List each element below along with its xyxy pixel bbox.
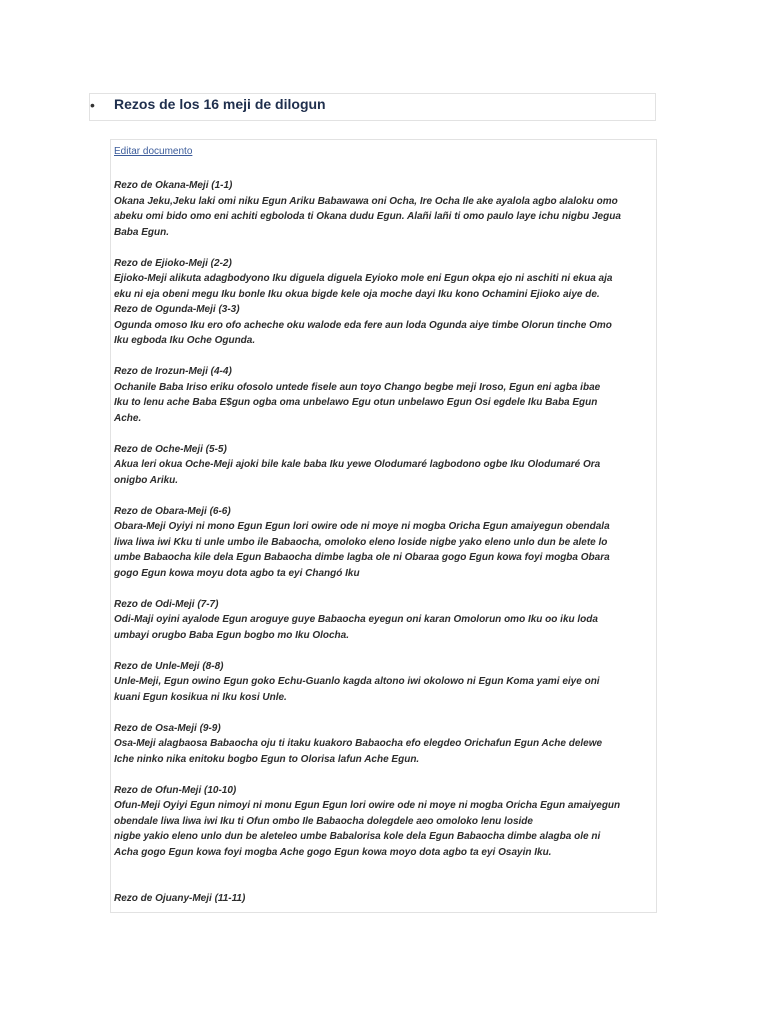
- prayer-section: [114, 721, 658, 768]
- prayer-heading: Rezo de Irozun-Meji (4-4): [114, 366, 232, 377]
- prayer-section: [114, 302, 658, 349]
- prayer-text-line: Iku to lenu ache Baba E$gun ogba oma unbelawo Egu otun unbelawo Egun Osi egdele Iku Baba Egun: [114, 397, 598, 408]
- prayer-section: [114, 659, 658, 706]
- prayer-text-line: abeku omi bido omo eni achiti egboloda ti Okana dudu Egun. Alañi lañi ti omo paulo laye ichu nigbu Jegua: [114, 211, 621, 222]
- prayer-text-line: kuani Egun kosikua ni Iku kosi Unle.: [114, 691, 287, 703]
- prayer-text-line: Ogunda omoso Iku ero ofo acheche oku walode eda fere aun loda Ogunda aiye timbe Olorun tinche Omo: [114, 319, 612, 331]
- prayer-text-line: Ache.: [114, 412, 142, 424]
- prayer-text-line: Ofun-Meji Oyiyi Egun nimoyi ni monu Egun Egun lori owire ode ni moye ni mogba Oricha Egun amaiyegun: [114, 800, 621, 811]
- prayer-heading: Rezo de Ejioko-Meji (2-2): [114, 257, 232, 269]
- prayer-text-line: Osa-Meji alagbaosa Babaocha oju ti itaku kuakoro Babaocha efo elegdeo Orichafun Egun Ache delewe: [114, 738, 603, 749]
- prayer-section: [114, 442, 658, 489]
- prayer-text-line: liwa liwa iwi Kku ti unle umbo ile Babaocha, omoloko eleno loside nigbe yako eleno unlo dun be alete lo: [114, 536, 608, 548]
- prayer-section: [114, 504, 658, 582]
- prayer-heading: Rezo de Osa-Meji (9-9): [114, 722, 221, 734]
- prayer-heading: Rezo de Ojuany-Meji (11-11): [114, 893, 246, 904]
- prayer-section: [114, 364, 658, 426]
- prayer-text-line: Unle-Meji, Egun owino Egun goko Echu-Guanlo kagda altono iwi okolowo ni Egun Koma yami eiye oni: [114, 676, 600, 687]
- prayer-text-line: Baba Egun.: [114, 226, 170, 238]
- prayer-heading: Rezo de Obara-Meji (6-6): [114, 505, 231, 517]
- prayer-heading: Rezo de Ogunda-Meji (3-3): [114, 304, 240, 315]
- prayer-section: [114, 178, 658, 240]
- prayer-text-line: obendale liwa liwa iwi Iku ti Ofun ombo Ile Babaocha dolegdele aeo omoloko lenu loside: [114, 815, 533, 827]
- page-title: Rezos de los 16 meji de dilogun: [114, 96, 326, 112]
- prayer-text-line: Iku egboda Iku Oche Ogunda.: [114, 335, 256, 346]
- prayer-heading: Rezo de Ofun-Meji (10-10): [114, 784, 237, 796]
- prayer-section: [114, 597, 658, 644]
- prayer-section: [114, 256, 658, 303]
- prayer-heading: Rezo de Odi-Meji (7-7): [114, 598, 219, 610]
- prayer-heading: Rezo de Oche-Meji (5-5): [114, 443, 227, 455]
- prayer-section: [114, 783, 658, 861]
- prayer-text-line: Ejioko-Meji alikuta adagbodyono Iku diguela diguela Eyioko mole eni Egun okpa ejo ni aschiti ni ekua aja: [114, 273, 613, 284]
- document-content: [110, 139, 657, 913]
- prayer-heading: Rezo de Unle-Meji (8-8): [114, 660, 224, 672]
- prayer-text-line: Acha gogo Egun kowa foyi mogba Ache gogo Egun kowa moyo dota agbo ta eyi Osayin Iku.: [114, 846, 552, 858]
- prayer-text-line: Odi-Maji oyini ayalode Egun aroguye guye Babaocha eyegun oni karan Omolorun omo Iku oo iku loda: [114, 614, 598, 625]
- prayer-text-line: nigbe yakio eleno unlo dun be aleteleo umbe Babalorisa kole dela Egun Babaocha dimbe alagba ole ni: [114, 831, 601, 842]
- edit-document-link[interactable]: Editar documento: [114, 146, 193, 157]
- prayer-text-line: onigbo Ariku.: [114, 474, 179, 486]
- prayer-text-line: eku ni eja obeni megu Iku bonle Iku okua bigde kele oja moche dayi Iku kono Ochamini Ejioko aiye de.: [114, 288, 600, 300]
- bullet-icon: •: [90, 97, 95, 113]
- prayer-section: [114, 891, 658, 907]
- prayer-list: [114, 178, 658, 907]
- prayer-text-line: Ochanile Baba Iriso eriku ofosolo untede fisele aun toyo Chango begbe meji Iroso, Egun eni agba ibae: [114, 381, 601, 393]
- prayer-text-line: gogo Egun kowa moyu dota agbo ta eyi Changó Iku: [114, 567, 360, 579]
- prayer-heading: Rezo de Okana-Meji (1-1): [114, 180, 233, 191]
- prayer-text-line: umbe Babaocha kile dela Egun Babaocha dimbe lagba ole ni Obaraa gogo Egun kowa foyi mogba Obara: [114, 552, 610, 563]
- prayer-text-line: Okana Jeku,Jeku laki omi niku Egun Ariku Babawawa oni Ocha, Ire Ocha Ile ake ayalola agbo alaloku omo: [114, 195, 618, 207]
- prayer-text-line: umbayi orugbo Baba Egun bogbo mo Iku Olocha.: [114, 629, 350, 641]
- prayer-text-line: Obara-Meji Oyiyi ni mono Egun Egun lori owire ode ni moye ni mogba Oricha Egun amaiyegun obendala: [114, 521, 610, 532]
- prayer-text-line: Iche ninko nika enitoku bogbo Egun to Olorisa lafun Ache Egun.: [114, 753, 420, 765]
- document-title-bar: [89, 93, 656, 121]
- prayer-text-line: Akua leri okua Oche-Meji ajoki bile kale baba Iku yewe Olodumaré lagbodono ogbe Iku Olodumaré Ora: [114, 459, 601, 470]
